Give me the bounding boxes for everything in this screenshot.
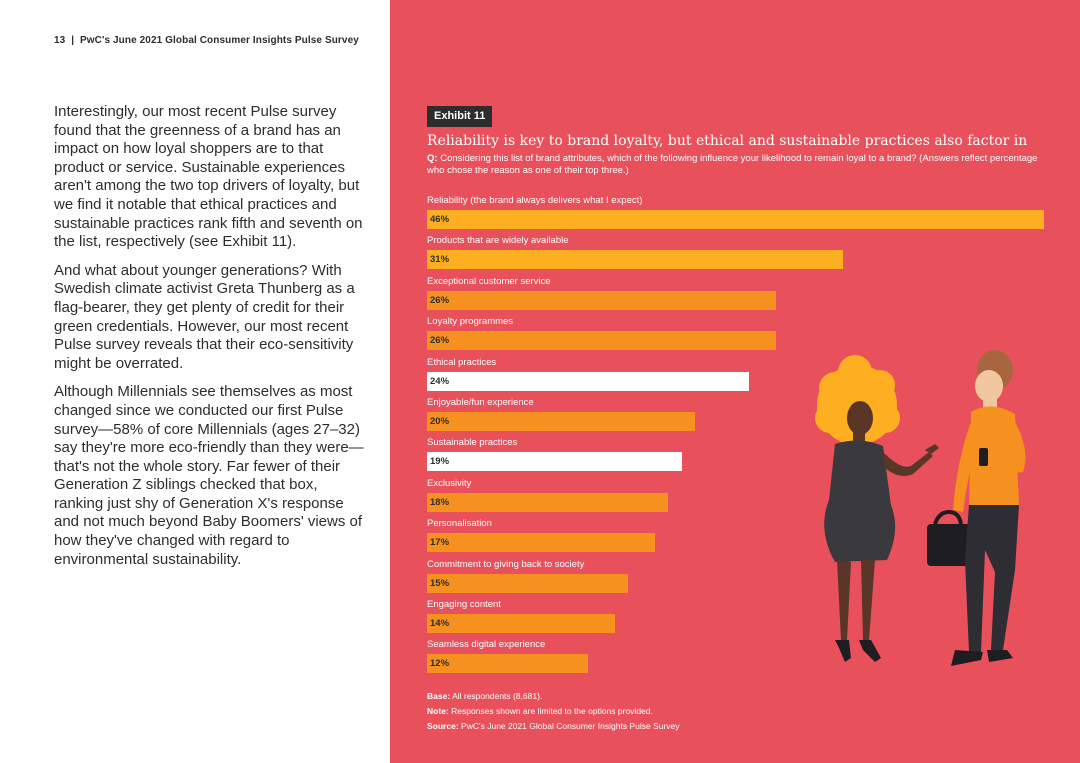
bar [427,493,668,512]
bar [427,654,588,673]
paragraph-2: And what about younger generations? With Swedish climate activist Greta Thunberg as a flag-bearer, they get plenty of credit for their green credentials. However, our most recent Pulse survey reveals that their eco-sensitivity might be overrated. [54,261,355,372]
body-text [54,103,366,579]
category-label: Ethical practices [427,356,497,368]
bar-value-label: 24% [430,375,450,387]
category-label: Seamless digital experience [427,639,546,651]
people-illustration [805,340,1080,680]
man-figure-icon [927,350,1025,666]
category-label: Engaging content [427,599,501,610]
source-note: Source: PwC's June 2021 Global Consumer Insights Pulse Survey [427,721,680,731]
bar-value-label: 31% [430,254,450,266]
base-note: Base: All respondents (8,681). [427,691,543,701]
bar-value-label: 26% [430,294,450,306]
bar [427,452,682,471]
bar-value-label: 19% [430,456,450,468]
category-label: Products that are widely available [427,235,569,247]
question-text: Considering this list of brand attributes, which of the following influence your likelihood to remain loyal to a brand? (Answers reflect percentage who chose the reason as one of their top three.) [427,153,1038,176]
page-number: 13 [54,35,66,46]
category-label: Enjoyable/fun experience [427,397,534,408]
bar-value-label: 17% [430,537,450,549]
question-prefix: Q: [427,153,438,164]
category-label: Reliability (the brand always delivers what I expect) [427,195,643,206]
woman-figure-icon [815,355,939,662]
publication-title: PwC's June 2021 Global Consumer Insights Pulse Survey [80,35,359,46]
exhibit-badge: Exhibit 11 [427,106,492,127]
bar-value-label: 15% [430,577,450,589]
bar [427,412,695,431]
bar-value-label: 18% [430,496,450,508]
bar [427,210,1044,229]
note-line: Note: Responses shown are limited to the options provided. [427,706,653,716]
bar [427,291,776,310]
category-label: Exclusivity [427,477,472,489]
exhibit-panel [390,0,1080,763]
page-header [54,35,359,46]
category-label: Exceptional customer service [427,275,551,287]
paragraph-3: Although Millennials see themselves as most changed since we conducted our first Pulse survey—58% of core Millennials (ages 27–32) say they're more eco-friendly than they were—that's not the whole story. Far fewer of their Generation Z siblings checked that box, ranking just shy of Generation X's response and not much beyond Baby Boomers' views of how they've changed with regard to environmental sustainability. [54,383,364,568]
bar-value-label: 26% [430,335,450,347]
chart-notes [427,689,680,734]
category-label: Loyalty programmes [427,316,514,328]
category-label: Commitment to giving back to society [427,558,585,570]
bar-value-label: 20% [430,416,450,427]
bar-value-label: 14% [430,618,450,629]
category-label: Personalisation [427,518,492,530]
bar [427,574,628,593]
bar [427,250,843,269]
bar [427,372,749,391]
exhibit-title: Reliability is key to brand loyalty, but ethical and sustainable practices also factor in [427,133,1028,149]
bar [427,614,615,633]
category-label: Sustainable practices [427,437,518,449]
bar-value-label: 46% [430,214,450,225]
bar [427,331,776,350]
bar [427,533,655,552]
text-column [0,0,390,763]
bar-value-label: 12% [430,658,450,670]
paragraph-1: Interestingly, our most recent Pulse survey found that the greenness of a brand has an impact on how loyal shoppers are to that product or service. Sustainable experiences aren't among the two top drivers of loyalty, but we find it notable that ethical practices and sustainable practices rank fifth and seventh on the list, respectively (see Exhibit 11). [54,103,363,251]
header-separator: | [71,35,75,46]
